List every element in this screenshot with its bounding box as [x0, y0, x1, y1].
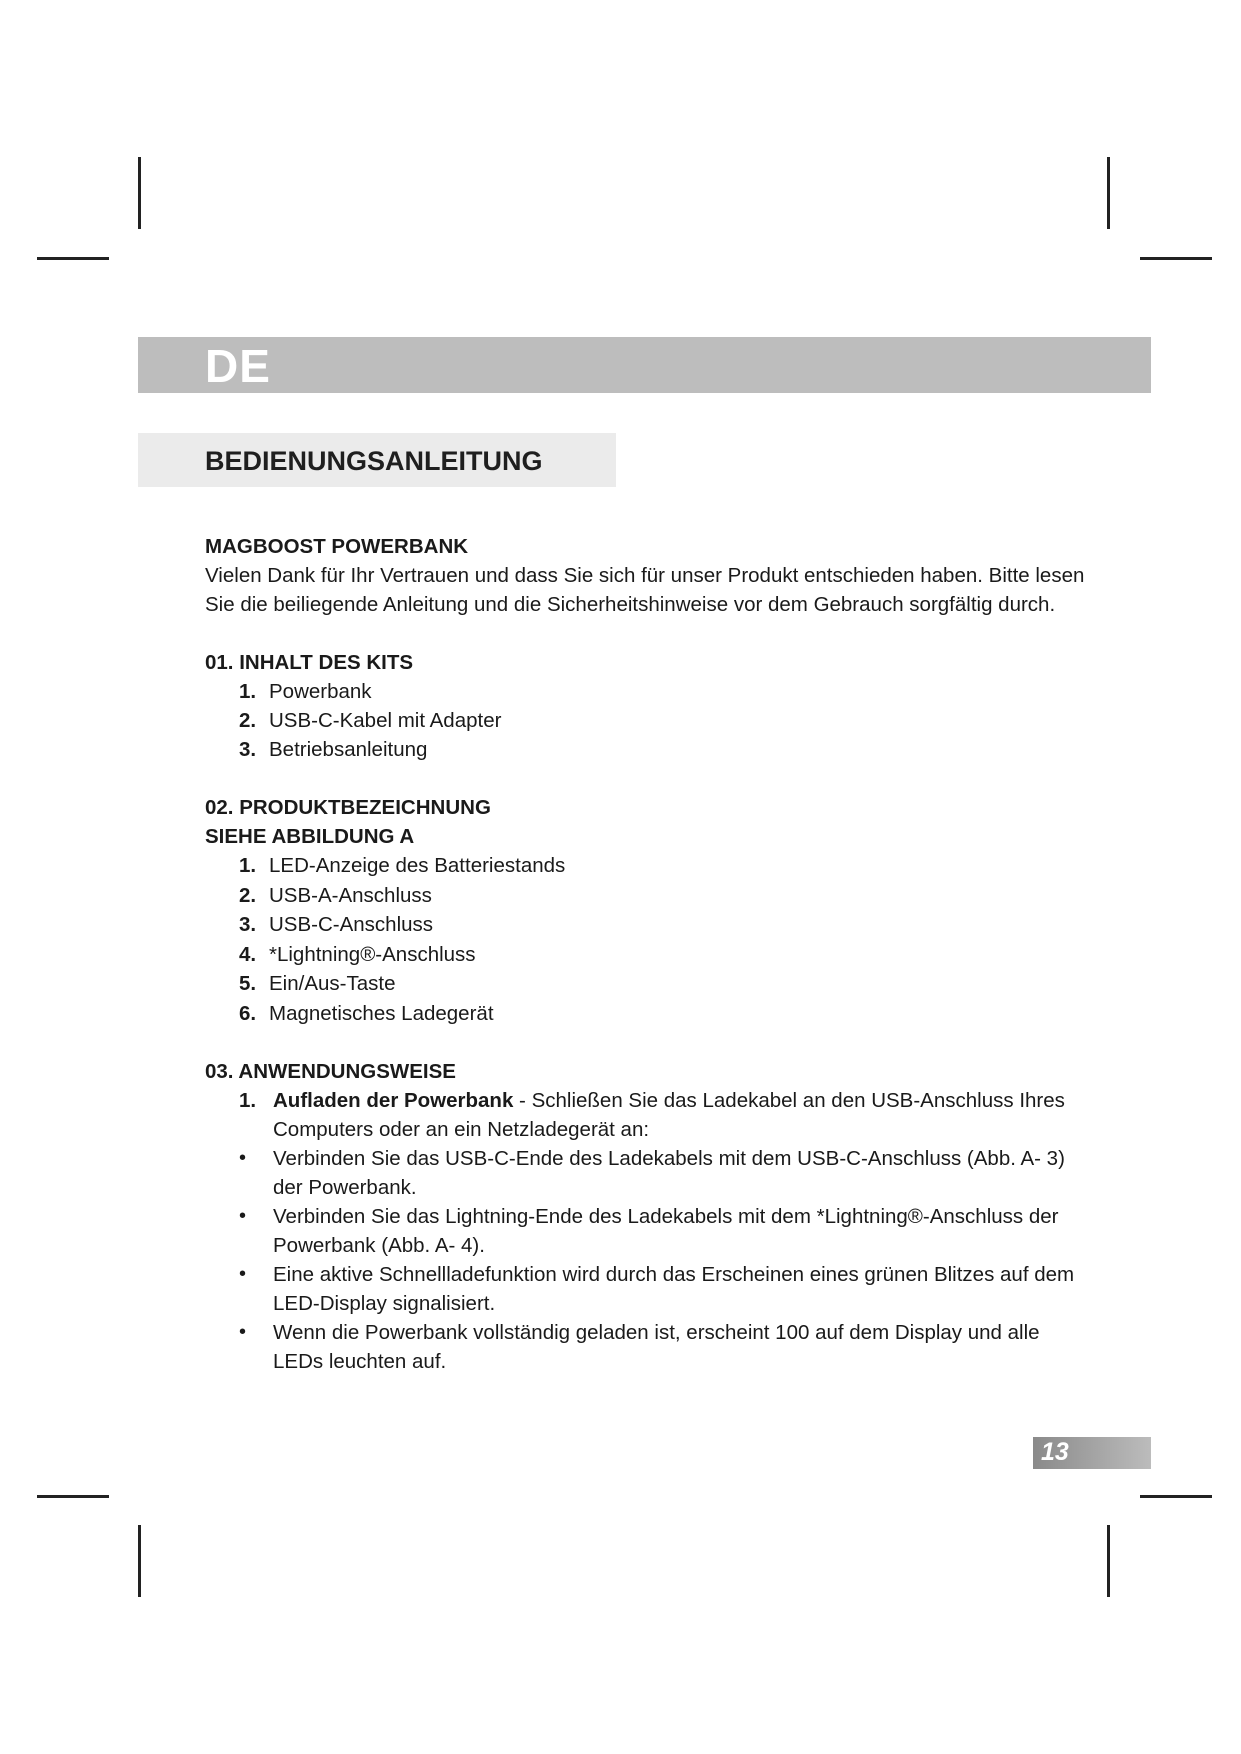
see-figure-subheading: SIEHE ABBILDUNG A	[205, 825, 415, 848]
usage-bullet-list	[205, 1144, 1085, 1376]
list-item	[239, 706, 1085, 735]
list-number: 4.	[239, 942, 257, 966]
product-designation-heading: 02. PRODUKTBEZEICHNUNG	[205, 796, 491, 819]
list-item-text: *Lightning®-Anschluss	[269, 942, 476, 966]
list-item-text: USB-C-Kabel mit Adapter	[269, 709, 502, 732]
list-item-text: Magnetisches Ladegerät	[269, 1001, 494, 1025]
usage-step-text: - Schließen Sie das Ladekabel an den USB-Anschluss Ihres Computers oder an ein Netzladegerät an:	[273, 1089, 1065, 1141]
kit-contents-heading: 01. INHALT DES KITS	[205, 651, 414, 674]
product-name-heading: MAGBOOST POWERBANK	[205, 535, 469, 558]
bullet-icon: •	[239, 1205, 247, 1227]
list-number: 5.	[239, 972, 257, 995]
intro-paragraph: Vielen Dank für Ihr Vertrauen und dass Sie sich für unser Produkt entschieden haben. Bitte lesen Sie die beiliegende Anleitung und die Sicherheitshinweise vor dem Gebrauch sorgfältig durch.	[205, 564, 1085, 616]
list-number: 3.	[239, 738, 257, 761]
crop-mark-bottom-right-vertical	[1107, 1525, 1110, 1597]
manual-title: BEDIENUNGSANLEITUNG	[205, 446, 543, 476]
crop-mark-bottom-left-vertical	[138, 1525, 141, 1597]
bullet-icon: •	[239, 1147, 247, 1169]
language-code: DE	[205, 340, 271, 392]
manual-title-tab	[138, 433, 616, 487]
bullet-text: Verbinden Sie das Lightning-Ende des Ladekabels mit dem *Lightning®-Anschluss der Powerbank (Abb. A- 4).	[273, 1205, 1059, 1257]
crop-mark-top-left-horizontal	[37, 257, 109, 260]
usage-heading: 03. ANWENDUNGSWEISE	[205, 1060, 456, 1083]
list-item-text: Powerbank	[269, 680, 372, 703]
crop-mark-top-left-vertical	[138, 157, 141, 229]
list-item-text: LED-Anzeige des Batteriestands	[269, 854, 566, 877]
bullet-text: Eine aktive Schnellladefunktion wird durch das Erscheinen eines grünen Blitzes auf dem LED-Display signalisiert.	[273, 1263, 1075, 1315]
language-bar	[138, 337, 1151, 393]
list-item	[239, 910, 1085, 939]
list-item	[239, 851, 1085, 880]
usage-step	[239, 1086, 1085, 1144]
bullet-icon: •	[239, 1263, 247, 1285]
kit-contents-list	[205, 677, 1085, 764]
list-number: 3.	[239, 913, 257, 936]
list-number: 2.	[239, 883, 257, 907]
bullet-item	[239, 1202, 1085, 1260]
list-item	[239, 677, 1085, 706]
page-number: 13	[1041, 1438, 1069, 1466]
bullet-icon: •	[239, 1321, 247, 1343]
bullet-item	[239, 1260, 1085, 1318]
list-item	[239, 881, 1085, 910]
list-item	[239, 969, 1085, 998]
list-number: 1.	[239, 1089, 257, 1112]
document-body	[205, 532, 1085, 1376]
crop-mark-bottom-right-horizontal	[1140, 1495, 1212, 1498]
bullet-text: Verbinden Sie das USB-C-Ende des Ladekabels mit dem USB-C-Anschluss (Abb. A- 3) der Powerbank.	[273, 1147, 1065, 1199]
list-item	[239, 940, 1085, 969]
list-item-text: USB-A-Anschluss	[269, 883, 432, 907]
list-number: 2.	[239, 709, 257, 732]
list-item	[239, 735, 1085, 764]
crop-mark-top-right-horizontal	[1140, 257, 1212, 260]
list-item-text: Betriebsanleitung	[269, 738, 428, 761]
usage-step-title: Aufladen der Powerbank	[273, 1089, 514, 1112]
crop-mark-top-right-vertical	[1107, 157, 1110, 229]
bullet-text: Wenn die Powerbank vollständig geladen ist, erscheint 100 auf dem Display und alle LEDs leuchten auf.	[273, 1321, 1040, 1373]
product-parts-list	[205, 851, 1085, 1028]
bullet-item	[239, 1144, 1085, 1202]
crop-mark-bottom-left-horizontal	[37, 1495, 109, 1498]
list-item	[239, 999, 1085, 1028]
list-item-text: USB-C-Anschluss	[269, 913, 434, 936]
page-number-tab	[1033, 1437, 1151, 1469]
list-number: 6.	[239, 1001, 257, 1025]
list-item-text: Ein/Aus-Taste	[269, 972, 396, 995]
list-number: 1.	[239, 854, 257, 877]
bullet-item	[239, 1318, 1085, 1376]
list-number: 1.	[239, 680, 257, 703]
